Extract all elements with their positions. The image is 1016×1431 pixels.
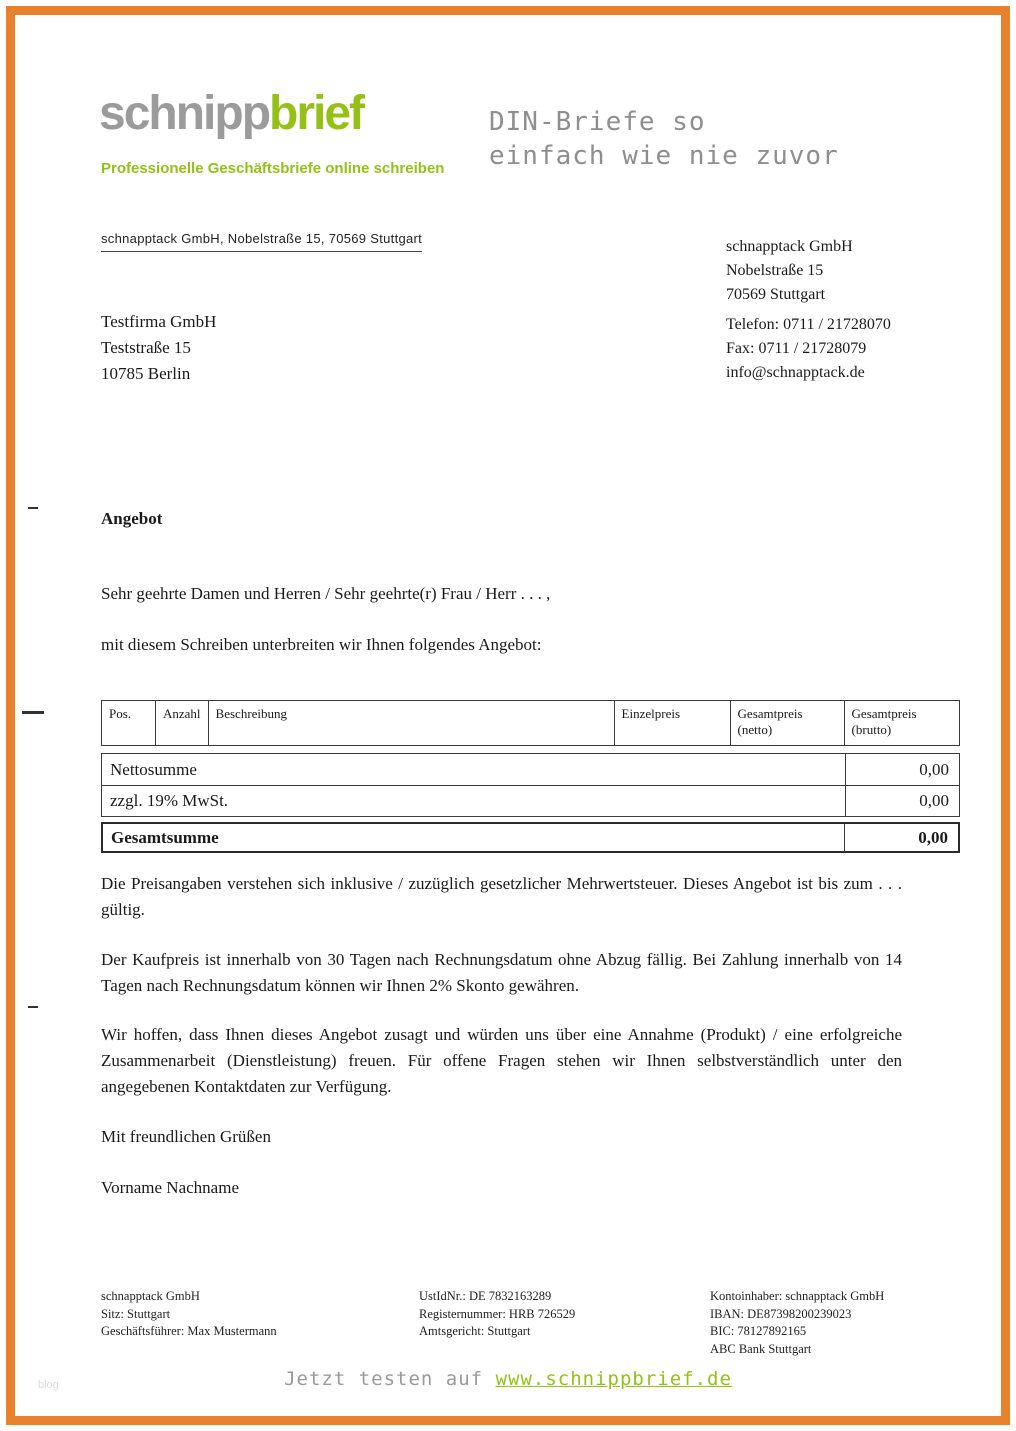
sender-return-address: schnapptack GmbH, Nobelstraße 15, 70569 Stuttgart	[101, 231, 422, 252]
recipient-city: 10785 Berlin	[101, 364, 191, 383]
signature-name: Vorname Nachname	[101, 1178, 239, 1197]
col-header-pos: Pos.	[102, 701, 156, 745]
fold-mark-top	[28, 507, 38, 509]
footer-registry-column: UstIdNr.: DE 7832163289 Registernummer: HRB 726529 Amtsgericht: Stuttgart	[419, 1289, 576, 1338]
cta-prefix-text: Jetzt testen auf	[284, 1368, 496, 1390]
offer-table	[101, 700, 960, 853]
closing-phrase: Mit freundlichen Grüßen	[101, 1127, 271, 1146]
company-email: info@schnapptack.de	[726, 364, 865, 381]
intro-line: mit diesem Schreiben unterbreiten wir Ihnen folgendes Angebot:	[101, 635, 542, 654]
table-header-row	[101, 700, 960, 746]
company-phone: Telefon: 0711 / 21728070	[726, 316, 891, 333]
nettosumme-value: 0,00	[845, 754, 959, 785]
slogan	[489, 105, 839, 173]
blog-watermark: blog	[38, 1379, 59, 1391]
company-name: schnapptack GmbH	[726, 238, 853, 255]
col-header-anzahl: Anzahl	[156, 701, 209, 745]
mwst-value: 0,00	[845, 786, 959, 816]
company-street: Nobelstraße 15	[726, 262, 824, 279]
company-info-block	[726, 235, 891, 385]
col-header-gesamtpreis-brutto: Gesamtpreis (brutto)	[851, 706, 917, 737]
col-header-gesamtpreis-netto: Gesamtpreis (netto)	[731, 701, 845, 745]
cta-website-link[interactable]: www.schnippbrief.de	[495, 1368, 732, 1390]
company-fax: Fax: 0711 / 21728079	[726, 340, 867, 357]
bottom-cta	[0, 1368, 1016, 1390]
logo-tagline: Professionelle Geschäftsbriefe online schreiben	[101, 160, 445, 177]
gesamtsumme-value: 0,00	[844, 824, 958, 851]
paragraph-closing-note: Wir hoffen, dass Ihnen dieses Angebot zusagt und würden uns über eine Annahme (Produkt) / eine erfolgreiche Zusammenarbeit (Dienstleistung) freuen. Für offene Fragen stehen wir Ihnen selbstverständlich unter den angegebenen Kontaktdaten zur Verfügung.	[101, 1025, 902, 1096]
paragraph-payment-terms: Der Kaufpreis ist innerhalb von 30 Tagen nach Rechnungsdatum ohne Abzug fällig. Bei Zahlung innerhalb von 14 Tagen nach Rechnungsdatum können wir Ihnen 2% Skonto gewähren.	[101, 950, 902, 995]
table-total-row-container	[101, 822, 960, 853]
col-header-beschreibung: Beschreibung	[209, 701, 615, 745]
recipient-street: Teststraße 15	[101, 338, 191, 357]
letter-subject: Angebot	[101, 509, 163, 528]
col-header-einzelpreis: Einzelpreis	[615, 701, 731, 745]
table-row-gesamtsumme: Gesamtsumme 0,00	[103, 824, 958, 851]
company-city: 70569 Stuttgart	[726, 286, 826, 303]
fold-mark-middle	[22, 711, 44, 714]
fold-mark-bottom	[28, 1006, 38, 1008]
table-row-mwst: zzgl. 19% MwSt. 0,00	[102, 785, 959, 816]
logo	[99, 88, 363, 141]
salutation: Sehr geehrte Damen und Herren / Sehr geehrte(r) Frau / Herr . . . ,	[101, 584, 551, 603]
paragraph-price-note: Die Preisangaben verstehen sich inklusive / zuzüglich gesetzlicher Mehrwertsteuer. Dieses Angebot ist bis zum . . . gültig.	[101, 874, 902, 919]
recipient-address-block	[101, 309, 216, 387]
logo-text-schnipp: schnipp	[99, 87, 270, 140]
recipient-name: Testfirma GmbH	[101, 312, 217, 331]
logo-text-brief: brief	[269, 87, 364, 140]
table-summary-rows	[101, 753, 960, 817]
slogan-line-1: DIN-Briefe so	[489, 107, 706, 137]
table-row-nettosumme: Nettosumme 0,00	[102, 754, 959, 785]
slogan-line-2: einfach wie nie zuvor	[489, 141, 839, 171]
footer-company-column: schnapptack GmbH Sitz: Stuttgart Geschäftsführer: Max Mustermann	[101, 1289, 277, 1338]
footer-bank-column: Kontoinhaber: schnapptack GmbH IBAN: DE87398200239023 BIC: 78127892165 ABC Bank Stuttgart	[710, 1289, 885, 1356]
